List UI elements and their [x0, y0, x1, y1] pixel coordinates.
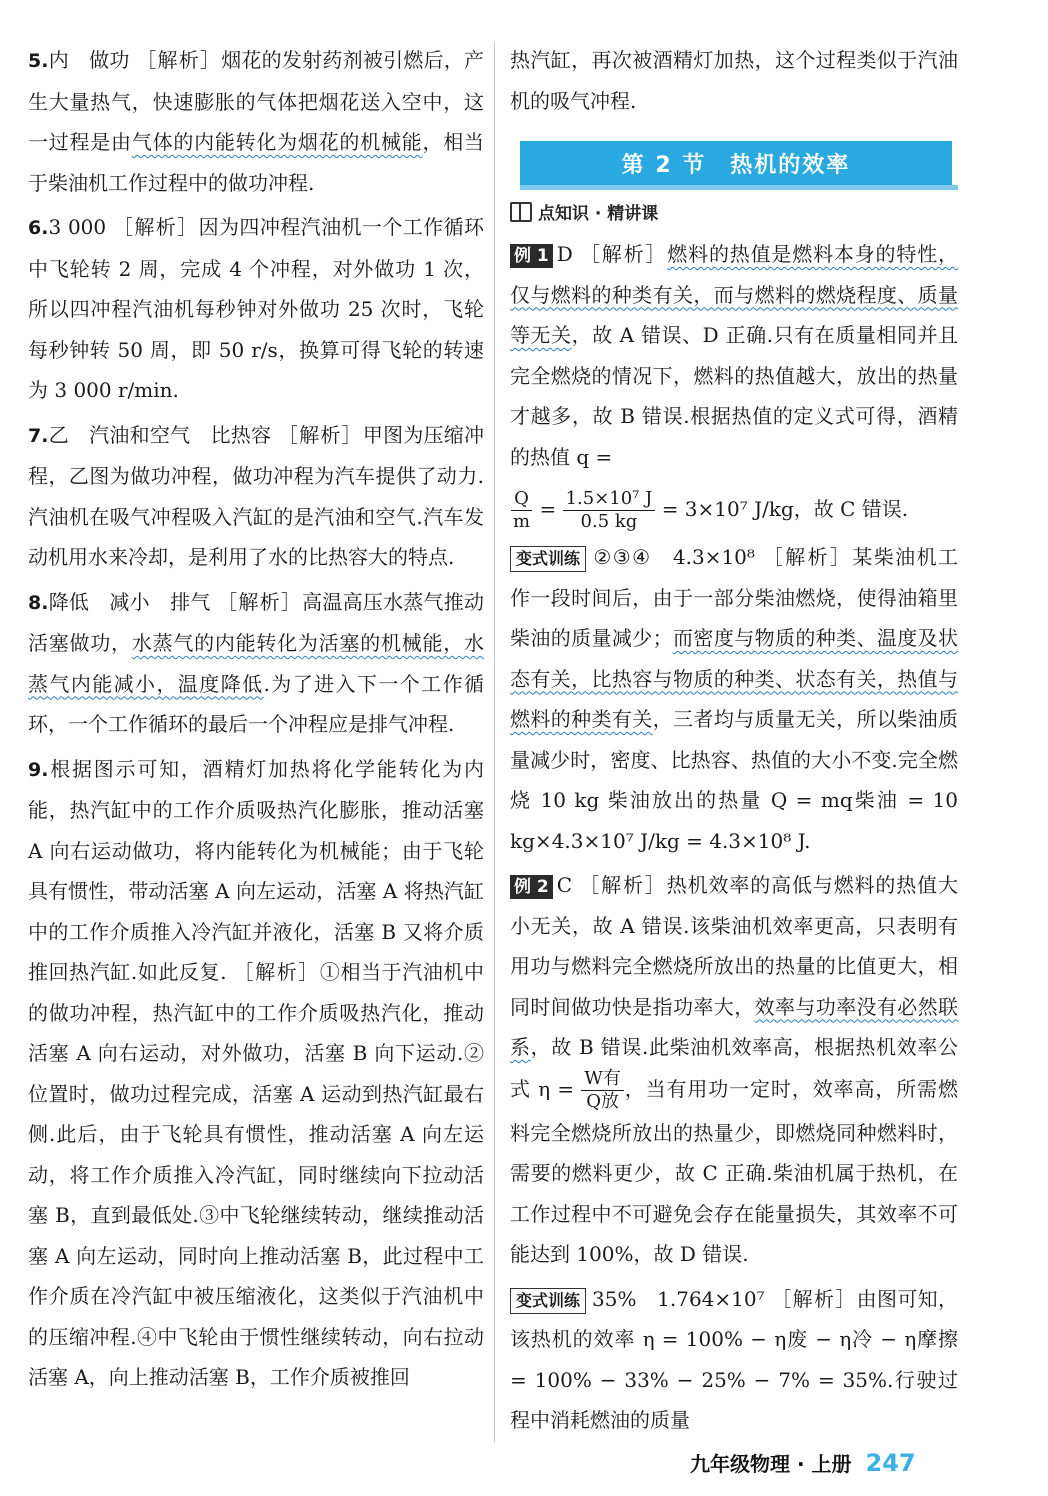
explanation-text: 由图可知，该热机的效率 η = 100% − η废 − η冷 − η摩擦 = 100% − 33% − 25% − 7% = 35%.行驶过程中消耗燃油的质量	[510, 1286, 959, 1432]
key-point-underline: 水蒸气的内能转化为活塞的机械能，水蒸气内能减小，温度降低	[28, 631, 485, 696]
key-point-underline: 效率与功率没有必然联系	[510, 994, 959, 1059]
explanation-text: ，故 B 错误.此柴油机效率高，根据热机效率公式 η =	[510, 1035, 958, 1101]
right-column	[510, 40, 958, 1445]
explanation-text: ，当有用功一定时，效率高，所需燃料完全燃烧所放出的热量少，即燃烧同种燃料时，需要的燃料更少，故 C 正确.柴油机属于热机，在工作过程中不可避免会存在能量损失，其效率不可能达到 100%，故 D 错误.	[510, 1076, 958, 1266]
explanation-text: 甲图为压缩冲程，乙图为做功冲程，做功冲程为汽车提供了动力.汽油机在吸气冲程吸入汽缸的是汽油和空气.汽车发动机用水来冷却，是利用了水的比热容大的特点.	[28, 422, 485, 569]
analysis-tag: ［解析］	[771, 1286, 857, 1311]
column-divider	[494, 42, 495, 1442]
answer-values: 内 做功	[48, 48, 130, 72]
example-1	[510, 234, 958, 477]
analysis-tag: ［解析］	[112, 215, 199, 239]
answer-values: ②③④ 4.3×10⁸	[592, 545, 755, 569]
fraction-q-over-m	[510, 488, 533, 533]
fraction-w-over-q	[581, 1068, 624, 1113]
explanation-text: 烟花的发射药剂被引燃后，产生大量热气，快速膨胀的气体把烟花送入空中，这一过程是由	[28, 48, 485, 154]
answer-9-continued: 热汽缸，再次被酒精灯加热，这个过程类似于汽油机的吸气冲程.	[510, 48, 958, 113]
left-column	[28, 40, 484, 1402]
variant-label: 变式训练	[510, 546, 586, 572]
numerator: 1.5×10⁷ J	[563, 488, 656, 511]
variant-label: 变式训练	[510, 1288, 586, 1314]
explanation-text: .为了进入下一个工作循环，一个工作循环的最后一个冲程应是排气冲程.	[28, 671, 485, 736]
question-number: 6.	[28, 217, 49, 239]
formula-result: = 3×10⁷ J/kg，故 C 错误.	[661, 497, 909, 521]
analysis-tag: ［解析］	[136, 48, 222, 72]
answer-6	[28, 207, 484, 411]
variant-training-1	[510, 537, 958, 861]
answer-value: D	[556, 242, 573, 266]
answer-value: C	[556, 873, 573, 897]
question-number: 8.	[28, 591, 49, 614]
answer-text: 根据图示可知，酒精灯加热将化学能转化为内能，热汽缸中的工作介质吸热汽化膨胀，推动活塞 A 向右运动做功，将内能转化为机械能；由于飞轮具有惯性，带动活塞 A 向左运动，活塞 A 将热汽缸中的工作介质推入冷汽缸并液化，活塞 B 又将介质推回热汽缸.如此反复.	[28, 756, 484, 984]
answer-9	[28, 749, 484, 1398]
book-title: 九年级物理 · 上册	[690, 1452, 852, 1476]
explanation-text: 热机效率的高低与燃料的热值大小无关，故 A 错误.该柴油机效率更高，只表明有用功与燃料完全燃烧所放出的热量的比值更大，相同时间做功快是指功率大，	[510, 873, 959, 1019]
answer-values: 35% 1.764×10⁷	[592, 1286, 765, 1311]
explanation-text: ，故 A 错误、D 正确.只有在质量相同并且完全燃烧的情况下，燃料的热值越大，放出的热量才越多，故 B 错误.根据热值的定义式可得，酒精的热值 q =	[510, 323, 958, 469]
denominator: 0.5 kg	[580, 511, 638, 532]
explanation-text: ，三者均与质量无关，所以柴油质量减少时，密度、比热容、热值的大小不变.完全燃烧 10 kg 柴油放出的热量 Q = mq柴油 = 10 kg×4.3×10⁷ J/kg = 4.3×10⁸ J.	[510, 707, 959, 853]
key-point-underline: 而密度与物质的种类、温度及状态有关，比热容与物质的种类、状态有关，热值与燃料的种类有关	[510, 626, 959, 731]
analysis-tag: ［解析］	[233, 960, 320, 984]
key-point-underline: 气体的内能转化为烟花的机械能	[131, 130, 423, 154]
variant-training-2	[510, 1279, 958, 1441]
answer-values: 3 000	[48, 215, 107, 239]
equals-sign: =	[539, 497, 557, 521]
key-point-underline: 燃料的热值是燃料本身的特性，仅与燃料的种类有关，而与燃料的燃烧程度、质量等无关	[510, 242, 959, 347]
answer-7	[28, 415, 484, 578]
answer-values: 乙 汽油和空气 比热容	[48, 422, 272, 447]
sub-heading	[510, 199, 958, 224]
explanation-text: 某柴油机工作一段时间后，由于一部分柴油燃烧，使得油箱里柴油的质量减少；	[510, 545, 958, 650]
fraction-values	[563, 488, 656, 533]
example-2	[510, 865, 958, 1275]
analysis-tag: ［解析］	[579, 242, 668, 266]
analysis-tag: ［解析］	[579, 873, 667, 897]
analysis-tag: ［解析］	[277, 422, 363, 447]
answer-8	[28, 582, 484, 745]
analysis-tag: ［解析］	[762, 545, 853, 569]
page-number: 247	[865, 1449, 916, 1477]
denominator: Q放	[586, 1090, 619, 1112]
question-number: 7.	[28, 424, 49, 447]
denominator: m	[513, 511, 531, 532]
sub-heading-text: 点知识 · 精讲课	[538, 204, 659, 224]
numerator: W有	[581, 1068, 624, 1091]
question-number: 5.	[28, 50, 49, 72]
answer-values: 降低 减小 排气	[48, 589, 211, 614]
section-title: 第 2 节 热机的效率	[621, 152, 851, 178]
section-title-banner	[520, 141, 952, 185]
numerator: Q	[511, 488, 532, 511]
explanation-text: 高温高压水蒸气推动活塞做功，	[28, 589, 485, 655]
example-badge: 例 2	[510, 875, 553, 899]
question-number: 9.	[28, 758, 49, 781]
heat-value-formula	[510, 481, 958, 537]
page-footer	[690, 1448, 916, 1477]
analysis-tag: ［解析］	[217, 589, 303, 614]
explanation-text: ①相当于汽油机中的做功冲程，热汽缸中的工作介质吸热汽化，推动活塞 A 向右运动，对外做功，活塞 B 向下运动.②位置时，做功过程完成，活塞 A 运动到热汽缸最右侧.此后，由于飞轮具有惯性，推动活塞 A 向左运动，将工作介质推入冷汽缸，同时继续向下拉动活塞 B，直到最低处.③中飞轮继续转动，继续推动活塞 A 向左运动，同时向上推动活塞 B，此过程中工作介质在冷汽缸中被压缩液化，这类似于汽油机中的压缩冲程.④中飞轮由于惯性继续转动，向右拉动活塞 A，向上推动活塞 B，工作介质被推回	[28, 960, 485, 1389]
answer-5	[28, 40, 484, 203]
explanation-text: 因为四冲程汽油机一个工作循环中飞轮转 2 周，完成 4 个冲程，对外做功 1 次，所以四冲程汽油机每秒钟对外做功 25 次时，飞轮每秒钟转 50 周，即 50 r/s，换算可得飞轮的转速为 3 000 r/min.	[28, 215, 485, 402]
example-badge: 例 1	[510, 244, 553, 268]
explanation-text: ，相当于柴油机工作过程中的做功冲程.	[28, 130, 485, 195]
book-icon	[510, 202, 532, 222]
